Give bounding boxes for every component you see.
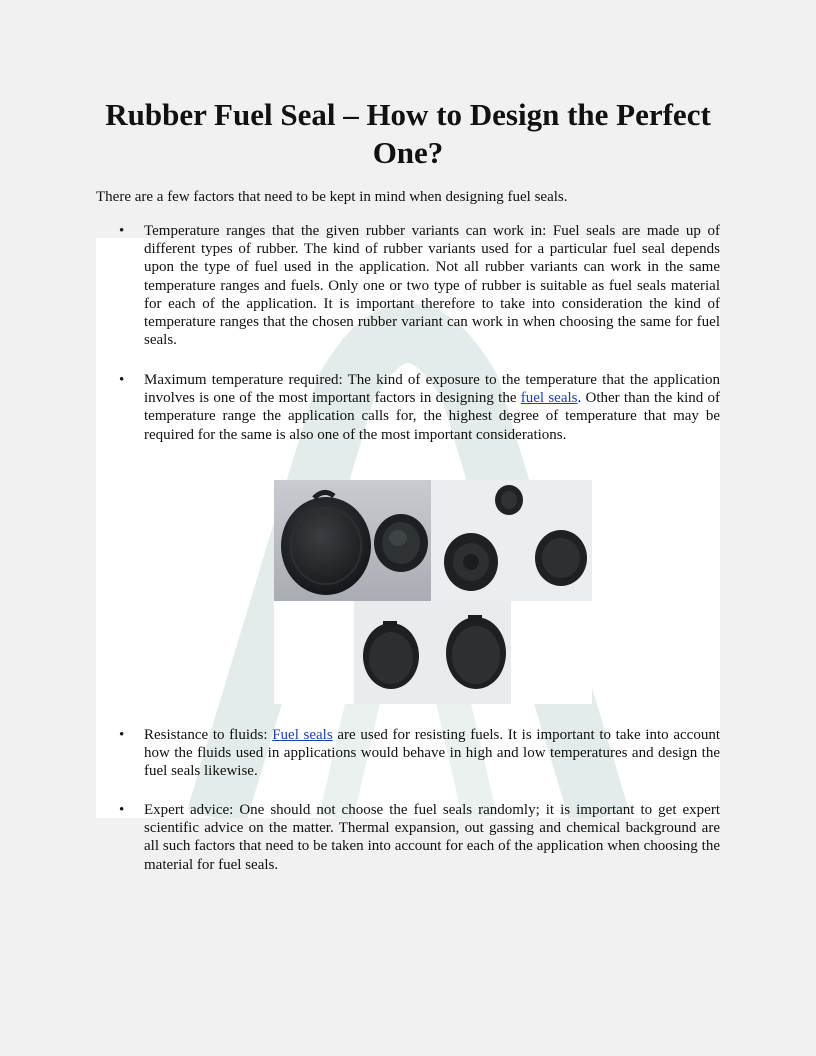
list-item-resistance-to-fluids xyxy=(96,726,720,781)
fuel-seals-link[interactable]: Fuel seals xyxy=(272,727,333,743)
list-item-text xyxy=(144,371,720,444)
photo-gap xyxy=(274,601,354,704)
list-item-text: Temperature ranges that the given rubber variants can work in: Fuel seals are made up of different types of rubber. The kind of rubber variants used for a particular fuel seal depends upon the type of fuel used in the application. Not all rubber variants can work in the same temperature ranges and fuels. Only one or two type of rubber is suitable as fuel seals material for each of the application. It is important therefore to take into consideration the kind of temperature ranges that the chosen rubber variant can work in when choosing the same for fuel seals. xyxy=(144,223,720,349)
bullet-icon: • xyxy=(119,727,125,743)
bullet-icon: • xyxy=(119,223,125,239)
text-segment: Maximum temperature required: The kind of exposure to the temperature that the application involves is one of the most important factors in designing the xyxy=(144,372,720,407)
text-segment: . Other than the kind of temperature range the application calls for, the highest degree of temperature that may be required for the same is also one of the most important considerations. xyxy=(144,390,720,443)
photo-gap xyxy=(511,601,592,704)
text-segment: Resistance to fluids: xyxy=(144,727,273,743)
photo-two-caps-with-tabs xyxy=(354,601,511,704)
list-item-maximum-temperature xyxy=(96,371,720,444)
text-segment: are used for resisting fuels. It is important to take into account how the fluids used in applications would behave in high and low temperatures and design the fuel seals likewise. xyxy=(144,727,720,780)
bullet-icon: • xyxy=(119,802,125,818)
fuel-seal-photo-collage xyxy=(274,480,592,704)
bullet-icon: • xyxy=(119,372,125,388)
intro-paragraph: There are a few factors that need to be kept in mind when designing fuel seals. xyxy=(96,189,568,205)
list-item-temperature-ranges xyxy=(96,222,720,349)
page-title: Rubber Fuel Seal – How to Design the Perfect One? xyxy=(105,97,711,170)
photo-three-round-seals xyxy=(431,480,592,601)
fuel-seals-link[interactable]: fuel seals xyxy=(520,390,578,407)
photo-large-cap-and-dome-seal xyxy=(274,480,431,601)
list-item-text: Expert advice: One should not choose the fuel seals randomly; it is important to get expert scientific advice on the matter. Thermal expansion, out gassing and chemical background are all such factors that need to be taken into account for each of the application when choosing the material for fuel seals. xyxy=(144,802,720,873)
list-item-expert-advice xyxy=(96,801,720,874)
list-item-text xyxy=(144,726,720,781)
